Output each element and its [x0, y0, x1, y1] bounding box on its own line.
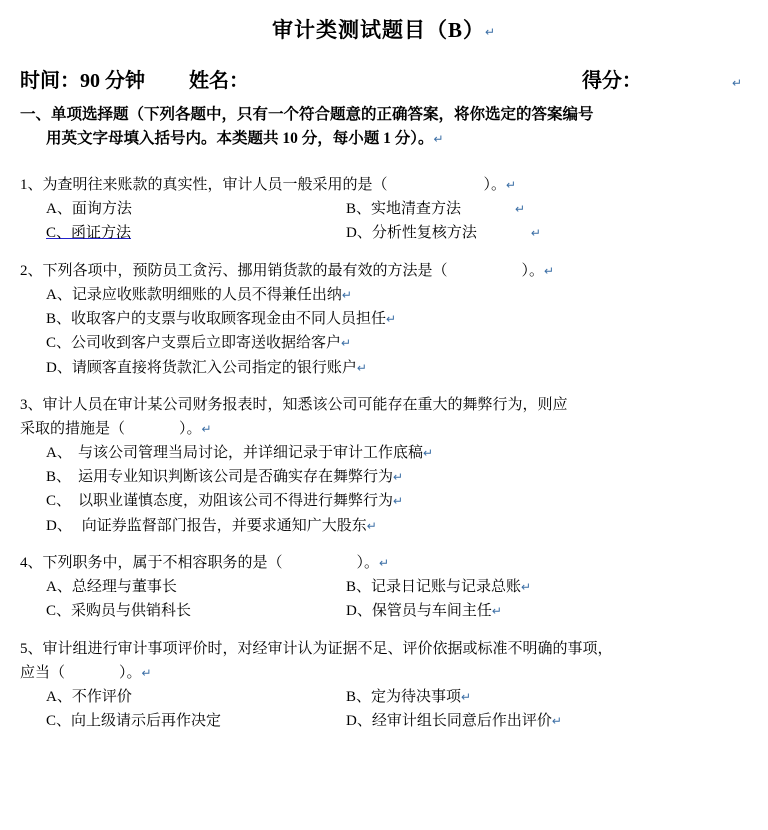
options-list [20, 441, 746, 538]
option-label: D、经审计组长同意后作出评价 [346, 712, 552, 729]
pilcrow-mark: ↵ [506, 178, 517, 192]
section-heading-line-1: 一、单项选择题（下列各题中，只有一个符合题意的正确答案，将你选定的答案编号 [20, 106, 594, 123]
page-title-text: 审计类测试题目（B） [271, 18, 485, 42]
option-c[interactable] [46, 599, 346, 623]
option-label: C、公司收到客户支票后立即寄送收据给客户 [46, 335, 342, 352]
option-c[interactable] [46, 709, 346, 733]
option-label: A、 [46, 444, 72, 461]
options-grid [20, 685, 746, 734]
pilcrow-mark: ↵ [341, 336, 352, 351]
question-stem-cont: 应当（ [20, 664, 66, 681]
exam-meta-row [0, 64, 768, 93]
pilcrow-mark: ↵ [393, 494, 404, 509]
pilcrow-mark: ↵ [461, 689, 472, 704]
question-stem [20, 259, 746, 283]
exam-score-field: 得分： [581, 70, 642, 92]
question-stem-text: 3、审计人员在审计某公司财务报表时，知悉该公司可能存在重大的舞弊行为，则应 [20, 396, 568, 413]
pilcrow-mark: ↵ [201, 421, 212, 436]
question-5 [0, 637, 768, 734]
spacer [0, 151, 768, 160]
pilcrow-mark: ↵ [141, 665, 152, 680]
question-stem-text: 2、下列各项中，预防员工贪污、挪用销货款的最有效的方法是（ [20, 262, 448, 279]
option-label: D、请顾客直接将货款汇入公司指定的银行账户 [46, 359, 357, 376]
option-label: C、函证方法 [46, 225, 132, 242]
options-grid [20, 575, 746, 624]
option-a[interactable] [46, 441, 746, 465]
pilcrow-mark: ↵ [515, 201, 526, 216]
question-stem-tail: ）。 [521, 262, 545, 279]
pilcrow-mark: ↵ [393, 469, 404, 484]
pilcrow-mark: ↵ [356, 360, 367, 375]
question-3 [0, 393, 768, 538]
pilcrow-mark: ↵ [386, 311, 397, 326]
question-stem-tail: ）。 [179, 420, 202, 437]
section-heading-line-2: 用英文字母填入括号内。本类题共 10 分，每小题 1 分）。 [46, 130, 434, 148]
option-a[interactable] [46, 575, 346, 599]
options-grid [20, 197, 746, 246]
pilcrow-mark: ↵ [544, 263, 555, 278]
option-label: B、实地清查方法 [346, 201, 462, 218]
option-b[interactable] [346, 685, 746, 709]
question-stem [20, 393, 746, 441]
option-label: A、面询方法 [46, 201, 132, 218]
option-d[interactable] [346, 709, 746, 733]
option-d[interactable] [46, 356, 746, 380]
option-d[interactable] [46, 514, 746, 538]
option-text: 运用专业知识判断该公司是否确实存在舞弊行为 [78, 469, 394, 486]
option-a[interactable] [46, 685, 346, 709]
pilcrow-mark: ↵ [491, 604, 502, 619]
option-b[interactable] [46, 465, 746, 489]
question-stem-tail: ）。 [483, 177, 507, 194]
pilcrow-mark: ↵ [731, 76, 742, 90]
option-text: 向证券监督部门报告，并要求通知广大股东 [78, 517, 367, 534]
option-label: B、收取客户的支票与收取顾客现金由不同人员担任 [46, 310, 387, 327]
option-d[interactable] [346, 221, 746, 245]
question-stem-text: 1、为查明往来账款的真实性，审计人员一般采用的是（ [20, 177, 388, 194]
pilcrow-mark: ↵ [530, 226, 541, 241]
option-label: A、总经理与董事长 [46, 579, 177, 595]
options-list [20, 283, 746, 380]
question-1 [0, 173, 768, 246]
option-label: C、采购员与供销科长 [46, 603, 192, 620]
section-heading [0, 103, 768, 151]
question-stem-text: 4、下列职务中，属于不相容职务的是（ [20, 555, 283, 571]
pilcrow-mark: ↵ [379, 555, 390, 570]
option-d[interactable] [346, 599, 746, 623]
pilcrow-mark: ↵ [341, 287, 352, 302]
pilcrow-mark: ↵ [423, 445, 434, 460]
option-label: B、定为待决事项 [346, 688, 462, 705]
pilcrow-mark: ↵ [484, 25, 497, 40]
exam-name-field: 姓名： [189, 70, 249, 92]
question-stem-text: 5、审计组进行审计事项评价时，对经审计认为证据不足、评价依据或标准不明确的事项， [20, 640, 613, 657]
pilcrow-mark: ↵ [521, 579, 532, 594]
option-b[interactable] [346, 575, 746, 599]
pilcrow-mark: ↵ [551, 713, 562, 728]
pilcrow-mark: ↵ [366, 518, 377, 533]
question-stem-tail: ）。 [356, 555, 380, 571]
question-stem-cont: 采取的措施是（ [20, 420, 126, 437]
option-label: D、分析性复核方法 [346, 225, 477, 242]
page-title [0, 14, 768, 44]
option-b[interactable] [346, 197, 746, 221]
option-label: C、向上级请示后再作决定 [46, 712, 222, 729]
question-stem [20, 637, 746, 685]
pilcrow-mark: ↵ [433, 132, 444, 147]
option-label: B、 [46, 469, 72, 486]
option-c[interactable] [46, 221, 346, 245]
option-a[interactable] [46, 283, 746, 307]
option-a[interactable] [46, 197, 346, 221]
question-4 [0, 551, 768, 624]
option-label: A、不作评价 [46, 688, 132, 705]
option-text: 与该公司管理当局讨论，并详细记录于审计工作底稿 [78, 444, 424, 461]
option-text: 以职业谨慎态度，劝阻该公司不得进行舞弊行为 [78, 493, 394, 510]
exam-time: 时间：90 分钟 [20, 70, 145, 92]
option-c[interactable] [46, 331, 746, 355]
document-page [0, 14, 768, 830]
question-2 [0, 259, 768, 380]
option-label: D、 [46, 517, 72, 534]
question-stem-tail: ）。 [119, 664, 142, 681]
option-label: A、记录应收账款明细账的人员不得兼任出纳 [46, 286, 342, 303]
question-stem [20, 173, 746, 197]
option-c[interactable] [46, 489, 746, 513]
option-label: C、 [46, 493, 72, 510]
option-b[interactable] [46, 307, 746, 331]
question-stem [20, 551, 746, 575]
option-label: D、保管员与车间主任 [346, 603, 492, 620]
option-label: B、记录日记账与记录总账 [346, 579, 522, 595]
